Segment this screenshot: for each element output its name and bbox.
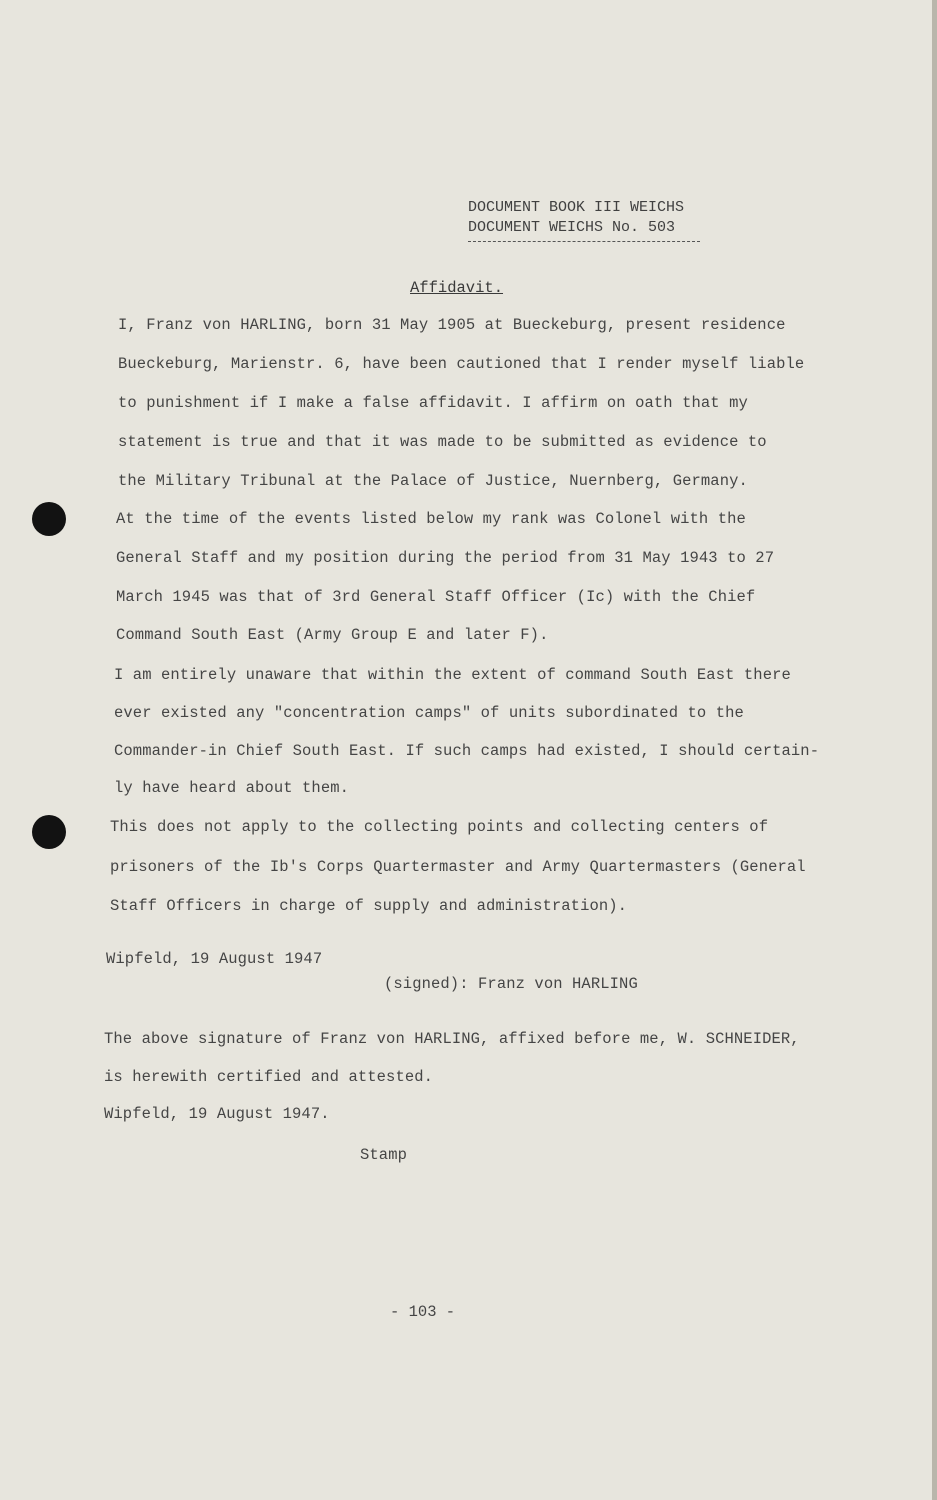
- stamp-label: Stamp: [360, 1146, 408, 1164]
- body-line: Bueckeburg, Marienstr. 6, have been cautioned that I render myself liable: [118, 355, 805, 373]
- signature-line: (signed): Franz von HARLING: [384, 975, 638, 993]
- body-line: Staff Officers in charge of supply and administration).: [110, 897, 628, 915]
- body-line: to punishment if I make a false affidavit. I affirm on oath that my: [118, 394, 748, 412]
- attest-line: The above signature of Franz von HARLING, affixed before me, W. SCHNEIDER,: [104, 1030, 800, 1048]
- attest-place-date: Wipfeld, 19 August 1947.: [104, 1105, 330, 1123]
- punch-hole-bottom: [32, 815, 66, 849]
- body-line: General Staff and my position during the period from 31 May 1943 to 27: [116, 549, 775, 567]
- punch-hole-top: [32, 502, 66, 536]
- body-line: This does not apply to the collecting points and collecting centers of: [110, 818, 769, 836]
- body-line: I, Franz von HARLING, born 31 May 1905 at Bueckeburg, present residence: [118, 316, 786, 334]
- header-line-2: DOCUMENT WEICHS No. 503: [468, 219, 676, 236]
- header-divider: [468, 241, 700, 242]
- body-line: At the time of the events listed below my rank was Colonel with the: [116, 510, 746, 528]
- body-line: statement is true and that it was made to be submitted as evidence to: [118, 433, 767, 451]
- body-line: March 1945 was that of 3rd General Staff Officer (Ic) with the Chief: [116, 588, 756, 606]
- body-line: ly have heard about them.: [114, 779, 350, 797]
- body-line: ever existed any "concentration camps" of units subordinated to the: [114, 704, 744, 722]
- page-number: - 103 -: [390, 1303, 456, 1321]
- body-line: I am entirely unaware that within the extent of command South East there: [114, 666, 791, 684]
- document-header: [468, 198, 700, 242]
- body-line: Commander-in Chief South East. If such camps had existed, I should certain-: [114, 742, 820, 760]
- body-line: Command South East (Army Group E and later F).: [116, 626, 549, 644]
- body-line: the Military Tribunal at the Palace of Justice, Nuernberg, Germany.: [118, 472, 748, 490]
- header-line-1: DOCUMENT BOOK III WEICHS: [468, 199, 685, 216]
- place-date: Wipfeld, 19 August 1947: [106, 950, 323, 968]
- document-title: Affidavit.: [410, 279, 504, 297]
- attest-line: is herewith certified and attested.: [104, 1068, 434, 1086]
- body-line: prisoners of the Ib's Corps Quartermaster and Army Quartermasters (General: [110, 858, 806, 876]
